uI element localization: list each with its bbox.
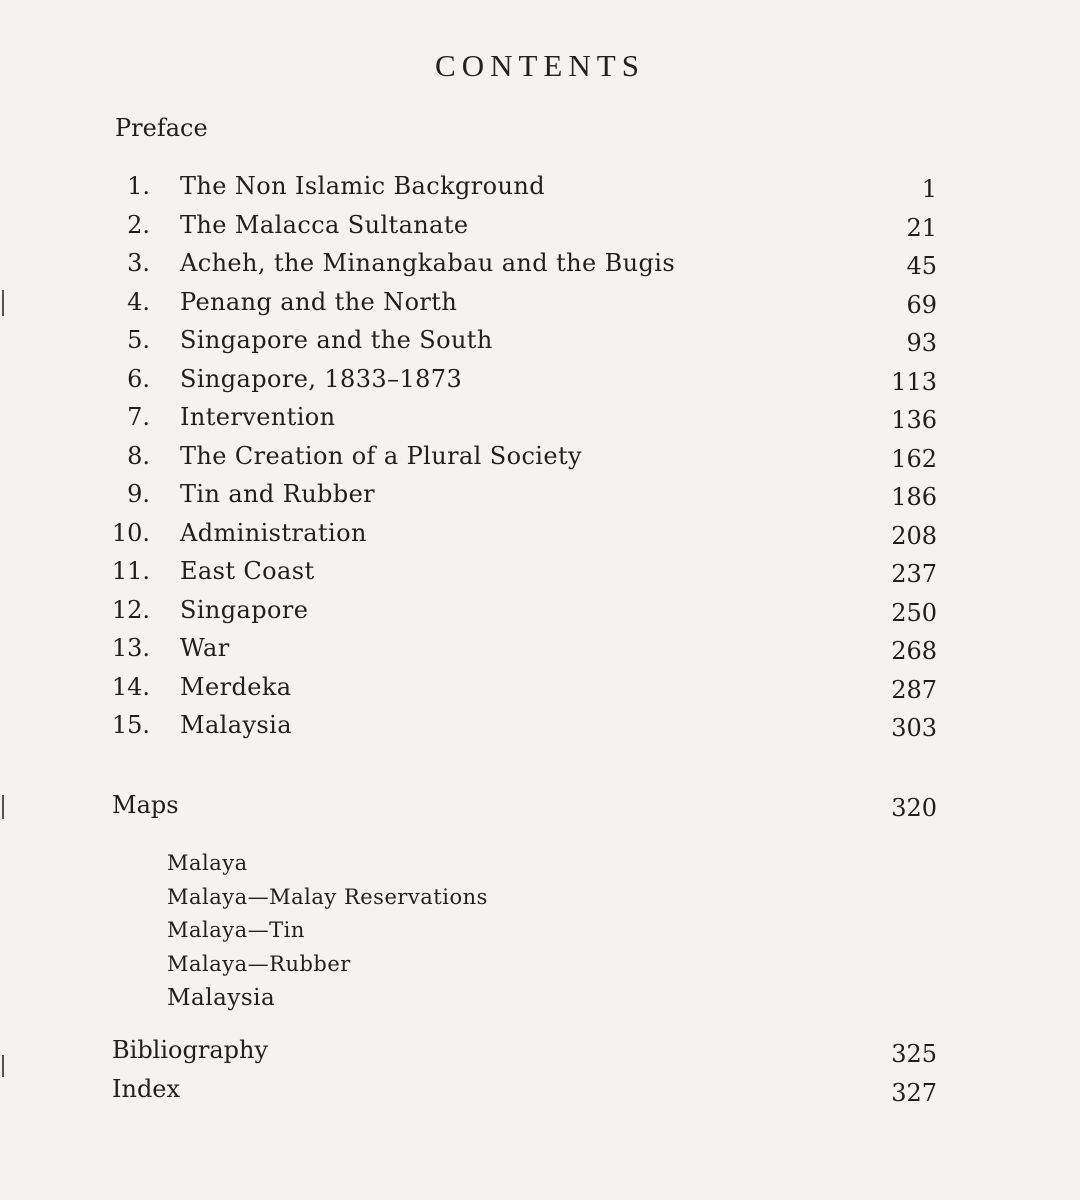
chapter-row [0,634,1080,670]
chapter-page: 45 [906,252,937,280]
chapter-row [0,403,1080,439]
chapter-number: 1. [127,172,150,200]
chapter-title: The Non Islamic Background [180,172,546,200]
chapter-page: 113 [891,367,937,396]
chapter-number: 3. [127,249,150,277]
chapter-row [0,711,1080,747]
chapter-number: 9. [127,480,150,508]
chapter-number: 7. [127,403,150,431]
chapter-number: 2. [127,210,150,239]
margin-mark [2,1055,4,1077]
chapter-number: 14. [111,672,150,701]
chapter-number: 4. [127,287,150,316]
chapter-title: Singapore, 1833–1873 [180,364,463,393]
chapter-page: 93 [906,329,937,357]
map-item: Malaya—Rubber [167,951,351,976]
chapter-number: 15. [111,711,150,739]
page-title: CONTENTS [435,48,645,83]
map-item: Malaysia [167,985,276,1011]
chapter-number: 10. [111,518,150,547]
chapter-page: 136 [891,406,937,434]
chapter-number: 5. [127,326,150,354]
map-item: Malaya—Malay Reservations [167,884,488,909]
chapter-number: 13. [111,634,150,662]
chapter-page: 303 [891,714,937,742]
chapter-row [0,288,1080,324]
chapter-row [0,326,1080,362]
chapter-title: East Coast [180,557,315,585]
chapter-title: Tin and Rubber [180,480,376,508]
preface-entry: Preface [115,114,208,142]
chapter-row [0,249,1080,285]
chapter-row [0,172,1080,208]
map-item: Malaya—Tin [167,918,305,942]
bibliography-label: Bibliography [112,1036,268,1064]
chapter-row [0,519,1080,555]
chapter-title: The Creation of a Plural Society [180,441,582,470]
margin-mark [2,290,4,316]
chapter-title: The Malacca Sultanate [180,210,469,239]
chapter-number: 12. [111,595,150,624]
chapter-title: Malaysia [180,711,292,739]
chapter-row [0,480,1080,516]
chapter-number: 11. [111,557,150,585]
index-page: 327 [891,1079,937,1107]
chapter-row [0,442,1080,478]
chapter-number: 6. [127,364,150,393]
bibliography-page: 325 [891,1040,937,1068]
index-label: Index [112,1075,181,1103]
maps-label: Maps [112,791,179,819]
chapter-page: 21 [906,213,937,242]
map-item: Malaya [167,851,248,875]
chapter-page: 268 [891,637,937,665]
chapter-title: Singapore and the South [180,326,493,354]
chapter-row [0,365,1080,401]
chapter-page: 250 [891,598,937,627]
chapter-page: 69 [906,290,937,319]
chapter-row [0,557,1080,593]
chapter-number: 8. [127,441,150,470]
chapter-title: Intervention [180,403,336,431]
chapter-title: Merdeka [180,672,292,701]
chapter-row [0,211,1080,247]
chapter-row [0,673,1080,709]
chapter-page: 1 [921,175,937,203]
chapter-title: Penang and the North [180,287,458,316]
chapter-page: 162 [891,444,937,473]
chapter-page: 208 [891,521,937,550]
chapter-title: Acheh, the Minangkabau and the Bugis [180,249,676,277]
chapter-page: 186 [891,483,937,511]
chapter-page: 237 [891,560,937,588]
chapter-title: Singapore [180,595,309,624]
chapter-title: War [180,634,230,662]
maps-page: 320 [891,794,937,822]
chapter-row [0,596,1080,632]
chapter-page: 287 [891,675,937,704]
chapter-title: Administration [180,518,367,547]
margin-mark [2,795,4,819]
